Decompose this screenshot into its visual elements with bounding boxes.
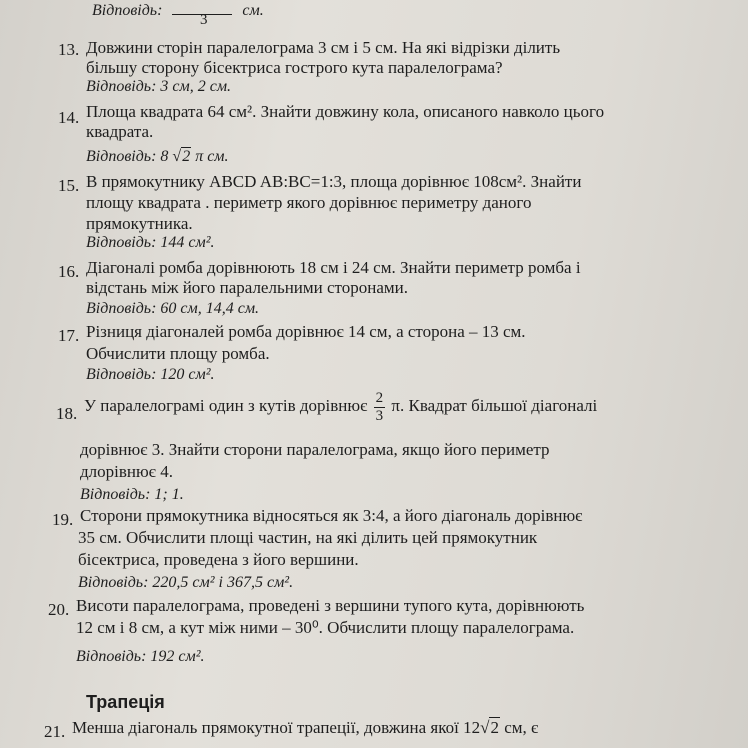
answer [78, 574, 293, 592]
answer-value: 8 [160, 148, 169, 165]
answer-value: 220,5 см² і 367,5 см². [152, 574, 294, 591]
problem-number: 18. [56, 404, 78, 423]
problem-text: дорівнює 3. Знайти сторони паралелограма, якщо його периметр [80, 440, 550, 459]
answer-value: 192 см². [150, 648, 205, 665]
fraction [374, 390, 386, 424]
problem-text: квадрата. [86, 122, 154, 141]
problem-text: Діагоналі ромба дорівнюють 18 см і 24 см. Знайти периметр ромба і [86, 258, 581, 277]
answer-label: Відповідь: [86, 366, 157, 383]
problem-text: Довжини сторін паралелограма 3 см і 5 см. На які відрізки ділить [86, 38, 561, 57]
problem-text: длорівнює 4. [80, 462, 173, 481]
answer [86, 78, 231, 96]
problem-text-part: π. Квадрат більшої діагоналі [391, 395, 598, 415]
answer-value: π см. [195, 148, 229, 165]
answer-root: 2 [182, 148, 191, 165]
answer-label: Відповідь: [92, 2, 163, 19]
problem-text: більшу сторону бісектриса гострого кута паралелограма? [86, 58, 503, 77]
problem-text: відстань між його паралельними сторонами. [86, 278, 409, 297]
problem-number: 19. [52, 510, 74, 529]
problem-text: Менша діагональ прямокутної трапеції, довжина якої 12√2 см, є [72, 718, 539, 737]
answer-label: Відповідь: [80, 486, 151, 503]
problem-text: прямокутника. [86, 214, 193, 233]
problem-text: 35 см. Обчислити площі частин, на які ділить цей прямокутник [78, 528, 538, 547]
answer-label: Відповідь: [86, 234, 157, 251]
answer-label: Відповідь: [78, 574, 149, 591]
section-heading: Трапеція [86, 692, 165, 712]
problem-number: 16. [58, 262, 80, 281]
answer [86, 366, 215, 384]
problem-text: Сторони прямокутника відносяться як 3:4, а його діагональ дорівнює [80, 506, 583, 525]
problem-text-part: У паралелограмі один з кутів дорівнює [84, 395, 368, 415]
fraction-denominator: 3 [200, 12, 208, 28]
answer-label: Відповідь: [76, 648, 147, 665]
problem-text: Обчислити площу ромба. [86, 344, 270, 363]
root-prefix: 12 [463, 718, 481, 737]
top-answer [92, 2, 264, 20]
problem-text: Висоти паралелограма, проведені з вершини тупого кута, дорівнюють [76, 596, 585, 615]
answer-value: 1; 1. [154, 486, 184, 503]
root-value: 2 [490, 718, 499, 737]
fraction-denominator: 3 [375, 407, 384, 424]
problem-number: 13. [58, 40, 80, 59]
problem-number: 20. [48, 600, 70, 619]
problem-text: В прямокутнику ABCD AB:BC=1:3, площа дорівнює 108см². Знайти [86, 172, 582, 191]
problem-text-part: см, є [504, 718, 539, 737]
problem-number: 15. [58, 176, 80, 195]
answer-value: 3 см, 2 см. [160, 78, 232, 95]
answer-label: Відповідь: [86, 78, 157, 95]
problem-text: Площа квадрата 64 см². Знайти довжину кола, описаного навколо цього [86, 102, 605, 121]
answer-value: 60 см, 14,4 см. [160, 300, 260, 317]
problem-text: бісектриса, проведена з його вершини. [78, 550, 359, 569]
answer [80, 486, 184, 504]
answer-value: 120 см². [160, 366, 215, 383]
answer [76, 648, 205, 666]
problem-text [84, 390, 597, 424]
answer: Відповідь: 8 √2 π см. [86, 148, 229, 165]
fraction-numerator: 2 [375, 390, 384, 406]
problem-text: Різниця діагоналей ромба дорівнює 14 см, а сторона – 13 см. [86, 322, 526, 341]
problem-text: 12 см і 8 см, а кут між ними – 30⁰. Обчислити площу паралелограма. [76, 618, 575, 637]
problem-number: 17. [58, 326, 80, 345]
problem-number: 14. [58, 108, 80, 127]
answer [86, 234, 215, 252]
answer-label: Відповідь: [86, 300, 157, 317]
unit: см. [242, 2, 264, 19]
answer [86, 300, 259, 318]
problem-text-part: Менша діагональ прямокутної трапеції, довжина якої [72, 718, 459, 737]
problem-text: площу квадрата . периметр якого дорівнює периметру даного [86, 193, 532, 212]
answer-label: Відповідь: [86, 148, 157, 165]
answer-value: 144 см². [160, 234, 215, 251]
problem-number: 21. [44, 722, 66, 741]
